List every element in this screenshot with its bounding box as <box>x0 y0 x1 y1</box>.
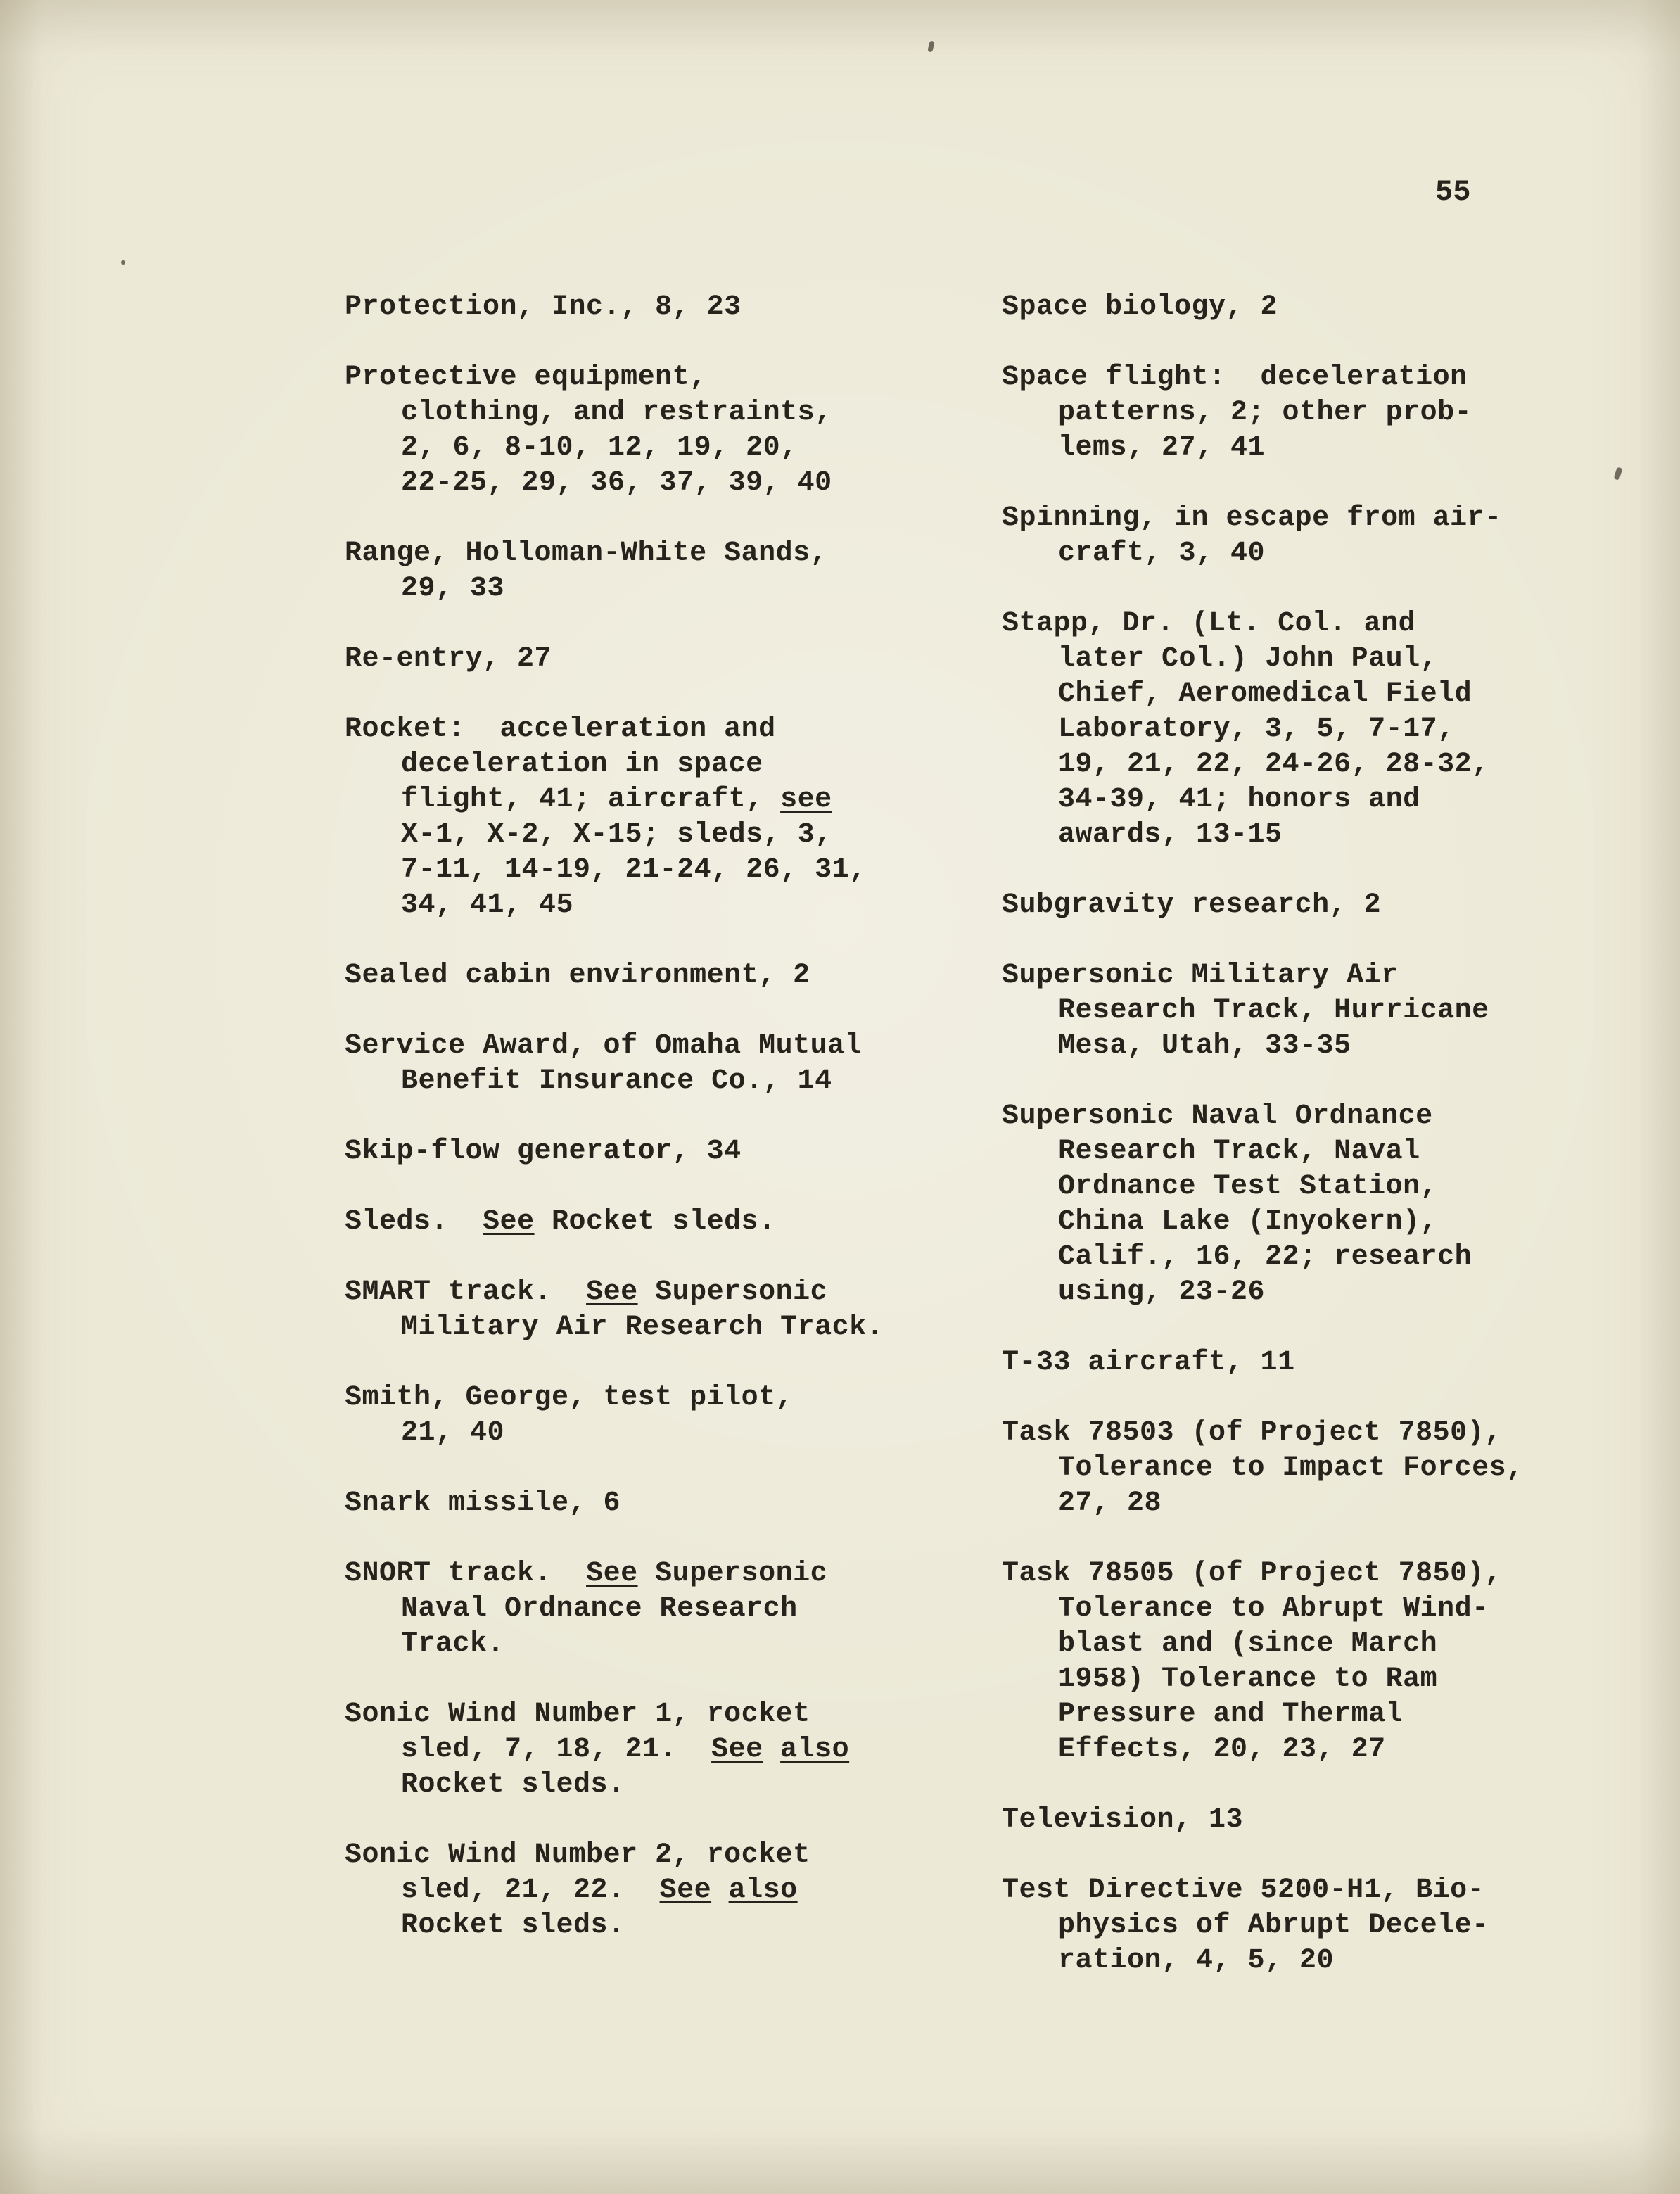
entry-text: 34, 41, 45 <box>401 889 574 921</box>
entry-line <box>345 747 964 782</box>
entry-text: Rocket sleds. <box>534 1206 776 1238</box>
index-entry <box>345 1275 964 1345</box>
entry-line <box>1002 1556 1649 1592</box>
entry-text: Supersonic <box>637 1276 828 1308</box>
entry-line <box>1002 818 1649 853</box>
entry-line <box>345 290 964 325</box>
entry-line <box>345 571 964 607</box>
index-entry <box>345 1134 964 1169</box>
entry-line <box>345 1768 964 1803</box>
index-entry <box>1002 290 1649 325</box>
entry-text: Protection, Inc., 8, 23 <box>345 291 742 323</box>
entry-text: clothing, and restraints, <box>401 397 832 429</box>
entry-text: lems, 27, 41 <box>1058 432 1266 464</box>
entry-line <box>1002 958 1649 994</box>
entry-text: Pressure and Thermal <box>1058 1699 1404 1730</box>
index-entry <box>345 1556 964 1662</box>
see-reference: See <box>659 1875 712 1906</box>
index-entry <box>345 1697 964 1803</box>
index-entry <box>345 1029 964 1099</box>
see-reference: also <box>780 1734 850 1765</box>
index-entry <box>1002 1345 1649 1381</box>
entry-line <box>1002 888 1649 923</box>
index-entry <box>345 958 964 994</box>
see-reference: See <box>711 1734 763 1765</box>
entry-text: using, 23-26 <box>1058 1276 1266 1308</box>
entry-line <box>1002 1275 1649 1310</box>
entry-text: Effects, 20, 23, 27 <box>1058 1734 1386 1765</box>
entry-line <box>1002 1873 1649 1908</box>
entry-text: Re-entry, 27 <box>345 643 552 675</box>
entry-text: Naval Ordnance Research <box>401 1593 798 1625</box>
entry-line <box>1002 782 1649 818</box>
entry-text: deceleration in space <box>401 749 763 780</box>
index-entry <box>1002 607 1649 853</box>
entry-text: Research Track, Hurricane <box>1058 995 1489 1027</box>
entry-line <box>345 1486 964 1521</box>
entry-text: 22-25, 29, 36, 37, 39, 40 <box>401 467 832 499</box>
entry-line <box>345 712 964 747</box>
index-entry <box>1002 1556 1649 1768</box>
entry-text: blast and (since March <box>1058 1628 1438 1660</box>
entry-text <box>763 1734 781 1765</box>
entry-line <box>1002 677 1649 712</box>
entry-line <box>345 888 964 923</box>
entry-line <box>1002 1451 1649 1486</box>
entry-line <box>345 1134 964 1169</box>
entry-text: Skip-flow generator, 34 <box>345 1136 742 1167</box>
entry-line <box>345 536 964 571</box>
see-reference: See <box>483 1206 535 1238</box>
entry-text: T-33 aircraft, 11 <box>1002 1347 1295 1378</box>
entry-text: Snark missile, 6 <box>345 1488 621 1519</box>
entry-text: 1958) Tolerance to Ram <box>1058 1663 1438 1695</box>
entry-line <box>1002 1416 1649 1451</box>
entry-text: sled, 7, 18, 21. <box>401 1734 712 1765</box>
entry-line <box>1002 536 1649 571</box>
entry-line <box>1002 1627 1649 1662</box>
entry-text: 2, 6, 8-10, 12, 19, 20, <box>401 432 798 464</box>
index-entry <box>345 712 964 923</box>
scan-speck <box>121 260 125 265</box>
entry-text: physics of Abrupt Decele- <box>1058 1910 1489 1941</box>
entry-line <box>345 1556 964 1592</box>
entry-line <box>345 1029 964 1064</box>
entry-text: Space biology, 2 <box>1002 291 1278 323</box>
entry-text <box>711 1875 729 1906</box>
entry-line <box>1002 1099 1649 1134</box>
index-entry <box>1002 1099 1649 1310</box>
entry-text: Spinning, in escape from air- <box>1002 502 1502 534</box>
entry-line <box>345 1205 964 1240</box>
index-entry <box>345 1381 964 1451</box>
entry-text: patterns, 2; other prob- <box>1058 397 1472 429</box>
entry-text: SMART track. <box>345 1276 587 1308</box>
entry-line <box>1002 1908 1649 1943</box>
index-entry <box>1002 888 1649 923</box>
entry-line <box>345 1697 964 1732</box>
entry-text: Sonic Wind Number 2, rocket <box>345 1839 810 1871</box>
entry-line <box>1002 747 1649 782</box>
entry-text: awards, 13-15 <box>1058 819 1283 851</box>
entry-line <box>345 395 964 431</box>
entry-line <box>1002 607 1649 642</box>
see-reference: See <box>586 1558 638 1590</box>
entry-line <box>1002 1240 1649 1275</box>
entry-text: Sonic Wind Number 1, rocket <box>345 1699 810 1730</box>
entry-line <box>345 1873 964 1908</box>
entry-text: Service Award, of Omaha Mutual <box>345 1030 863 1062</box>
entry-text: Rocket sleds. <box>401 1769 625 1801</box>
entry-line <box>1002 1486 1649 1521</box>
entry-text: Benefit Insurance Co., 14 <box>401 1065 832 1097</box>
entry-text: Rocket: acceleration and <box>345 714 776 745</box>
entry-text: 19, 21, 22, 24-26, 28-32, <box>1058 749 1489 780</box>
index-entry <box>345 642 964 677</box>
index-entry <box>345 1486 964 1521</box>
entry-line <box>345 1064 964 1099</box>
entry-text: 34-39, 41; honors and <box>1058 784 1420 816</box>
entry-line <box>345 1592 964 1627</box>
entry-text: Space flight: deceleration <box>1002 362 1468 393</box>
entry-line <box>1002 1662 1649 1697</box>
entry-text: craft, 3, 40 <box>1058 538 1266 569</box>
entry-line <box>345 1908 964 1943</box>
entry-text: Test Directive 5200-H1, Bio- <box>1002 1875 1485 1906</box>
entry-line <box>1002 642 1649 677</box>
entry-text: Supersonic Naval Ordnance <box>1002 1101 1433 1132</box>
see-reference: see <box>780 784 832 816</box>
entry-text: Task 78503 (of Project 7850), <box>1002 1417 1502 1449</box>
entry-line <box>345 642 964 677</box>
index-entry <box>345 536 964 607</box>
entry-line <box>345 782 964 818</box>
entry-line <box>1002 501 1649 536</box>
index-entry <box>345 290 964 325</box>
index-entry <box>1002 501 1649 571</box>
entry-text: X-1, X-2, X-15; sleds, 3, <box>401 819 832 851</box>
see-reference: also <box>728 1875 798 1906</box>
entry-text: flight, 41; aircraft, <box>401 784 781 816</box>
entry-text: Stapp, Dr. (Lt. Col. and <box>1002 608 1416 640</box>
index-column-right <box>1002 290 1649 2014</box>
entry-line <box>345 818 964 853</box>
entry-text: Chief, Aeromedical Field <box>1058 678 1472 710</box>
entry-line <box>1002 1205 1649 1240</box>
entry-text: Rocket sleds. <box>401 1910 625 1941</box>
entry-line <box>1002 1134 1649 1169</box>
entry-text: Range, Holloman-White Sands, <box>345 538 828 569</box>
entry-line <box>1002 290 1649 325</box>
entry-line <box>345 431 964 466</box>
entry-line <box>1002 1029 1649 1064</box>
entry-line <box>345 1310 964 1345</box>
index-entry <box>345 1838 964 1943</box>
entry-text: Track. <box>401 1628 505 1660</box>
entry-line <box>1002 994 1649 1029</box>
index-entry <box>345 1205 964 1240</box>
entry-text: SNORT track. <box>345 1558 587 1590</box>
entry-line <box>1002 1732 1649 1768</box>
entry-line <box>1002 1345 1649 1381</box>
index-column-left <box>345 290 964 1979</box>
entry-text: Supersonic <box>637 1558 828 1590</box>
entry-line <box>345 360 964 395</box>
entry-line <box>345 1732 964 1768</box>
entry-text: Research Track, Naval <box>1058 1136 1420 1167</box>
entry-text: Subgravity research, 2 <box>1002 889 1382 921</box>
entry-line <box>1002 712 1649 747</box>
entry-text: Television, 13 <box>1002 1804 1244 1836</box>
entry-line <box>345 853 964 888</box>
entry-text: later Col.) John Paul, <box>1058 643 1438 675</box>
entry-text: Military Air Research Track. <box>401 1312 884 1343</box>
entry-text: 29, 33 <box>401 573 505 604</box>
entry-text: Smith, George, test pilot, <box>345 1382 794 1414</box>
entry-text: Calif., 16, 22; research <box>1058 1241 1472 1273</box>
entry-text: ration, 4, 5, 20 <box>1058 1945 1335 1977</box>
entry-text: Sealed cabin environment, 2 <box>345 960 810 991</box>
entry-line <box>345 958 964 994</box>
entry-line <box>1002 1169 1649 1205</box>
entry-line <box>1002 1592 1649 1627</box>
entry-line <box>345 1275 964 1310</box>
index-entry <box>1002 1873 1649 1979</box>
entry-text: Protective equipment, <box>345 362 707 393</box>
entry-text: Ordnance Test Station, <box>1058 1171 1438 1203</box>
entry-line <box>345 1381 964 1416</box>
entry-text: Mesa, Utah, 33-35 <box>1058 1030 1351 1062</box>
entry-line <box>1002 395 1649 431</box>
see-reference: See <box>586 1276 638 1308</box>
entry-line <box>345 466 964 501</box>
entry-text: Laboratory, 3, 5, 7-17, <box>1058 714 1455 745</box>
entry-text: Task 78505 (of Project 7850), <box>1002 1558 1502 1590</box>
index-entry <box>1002 360 1649 466</box>
entry-line <box>1002 1697 1649 1732</box>
index-entry <box>1002 1803 1649 1838</box>
entry-line <box>345 1627 964 1662</box>
entry-text: 27, 28 <box>1058 1488 1162 1519</box>
entry-line <box>345 1416 964 1451</box>
entry-text: Supersonic Military Air <box>1002 960 1399 991</box>
page-number: 55 <box>1435 175 1471 209</box>
entry-text: sled, 21, 22. <box>401 1875 660 1906</box>
entry-text: Tolerance to Impact Forces, <box>1058 1452 1524 1484</box>
index-entry <box>1002 1416 1649 1521</box>
entry-text: 21, 40 <box>401 1417 505 1449</box>
entry-line <box>1002 431 1649 466</box>
entry-line <box>1002 1803 1649 1838</box>
index-entry <box>345 360 964 501</box>
entry-text: Sleds. <box>345 1206 483 1238</box>
entry-text: Tolerance to Abrupt Wind- <box>1058 1593 1489 1625</box>
entry-line <box>1002 1943 1649 1979</box>
entry-text: 7-11, 14-19, 21-24, 26, 31, <box>401 854 867 886</box>
entry-text: China Lake (Inyokern), <box>1058 1206 1438 1238</box>
entry-line <box>1002 360 1649 395</box>
index-entry <box>1002 958 1649 1064</box>
entry-line <box>345 1838 964 1873</box>
